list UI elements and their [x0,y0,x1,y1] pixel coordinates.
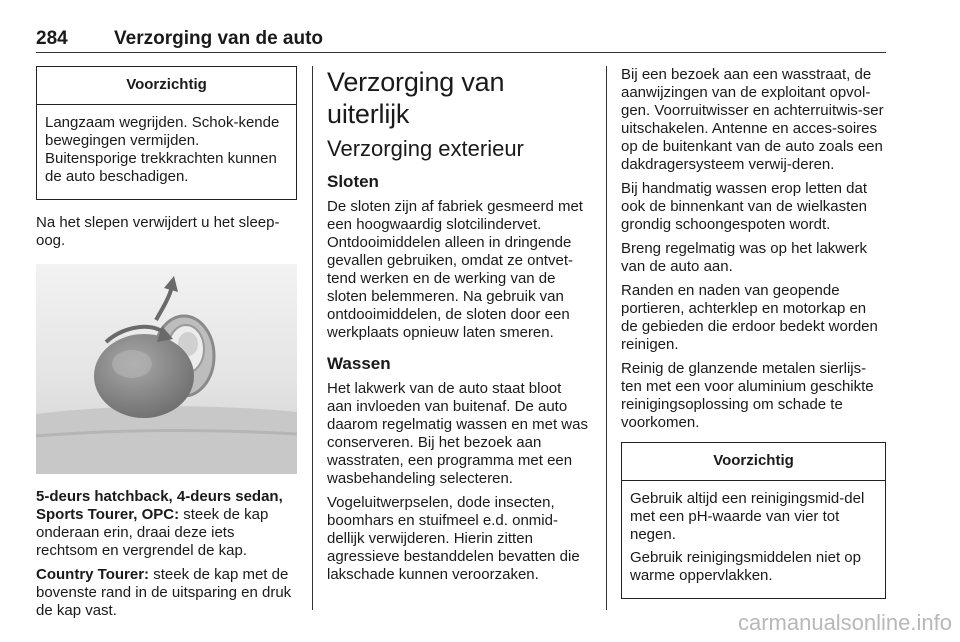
instruction-country-tourer-model: Country Tourer: [36,566,150,583]
wassen-paragraph: Vogeluitwerpselen, dode insecten, boomhars en stuifmeel e.d. onmid-dellijk verwijderen. Hierin zitten agressieve bestanddelen bevatten die lakschade kunnen veroorzaken. [327,494,580,583]
wassen-paragraph: Het lakwerk van de auto staat bloot aan invloeden van buitenaf. De auto daarom regelmatig wassen en met was conserveren. Bij het bezoek aan wasstraten, een programma met een wasbehandeling selecteren. [327,380,588,487]
caution-text: Gebruik reinigingsmiddelen niet op warme oppervlakken. [630,549,861,584]
towing-cover-image [36,264,297,474]
column-right [621,66,886,613]
washing-paragraph: Reinig de glanzende metalen sierlijs-ten met een voor aluminium geschikte reinigingsoplossing om schade te voorkomen. [621,360,874,431]
washing-paragraph: Bij handmatig wassen erop letten dat ook de binnenkant van de wielkasten grondig schoongespoten wordt. [621,180,868,233]
caution-body [37,105,296,199]
heading-wassen: Wassen [327,354,391,373]
caution-body [622,481,885,598]
header-rule [36,52,886,53]
instruction-hatchback-text: steek de kap onderaan erin, draai deze iets rechtsom en vergrendel de kap. [36,506,269,559]
instruction-country-tourer [36,566,297,620]
caution-box-towing [36,66,297,200]
chapter-title: Verzorging van de auto [114,28,324,49]
column-left [36,66,297,626]
page-number: 284 [36,28,68,49]
section-title: Verzorging van uiterlijk [327,67,505,129]
subsection-title: Verzorging exterieur [327,136,524,161]
column-middle [327,66,590,590]
caution-title: Voorzichtig [622,443,885,481]
instruction-hatchback-models: 5-deurs hatchback, 4-deurs sedan, Sports Tourer, OPC: [36,488,283,523]
washing-paragraph: Randen en naden van geopende portieren, achterklep en motorkap en de gebieden die erdoor bedekt worden reinigen. [621,282,878,353]
washing-paragraph: Breng regelmatig was op het lakwerk van de auto aan. [621,240,867,275]
instruction-country-tourer-text: steek de kap met de bovenste rand in de uitsparing en druk de kap vast. [36,566,292,619]
sloten-text: De sloten zijn af fabriek gesmeerd met een hoogwaardig slotcilindervet. Ontdooimiddelen alleen in dringende gevallen gebruiken, omdat ze ontvet-tend werken en de werking van de sloten belemmeren. Na gebruik van ontdooimiddelen, de sloten door een werkplaats opnieuw laten smeren. [327,198,583,341]
caution-text: Langzaam wegrijden. Schok-kende bewegingen vermijden. Buitensporige trekkrachten kunnen de auto beschadigen. [45,114,280,185]
caution-text: Gebruik altijd een reinigingsmid-del met een pH-waarde van vier tot negen. [630,490,865,543]
column-divider-2 [606,66,607,610]
towing-cover-illustration [36,264,297,474]
towing-eye-intro: Na het slepen verwijdert u het sleep-oog. [36,214,280,249]
watermark: carmanualsonline.info [737,610,952,635]
washing-paragraph: Bij een bezoek aan een wasstraat, de aanwijzingen van de exploitant opvol-gen. Voorruitwisser en achterruitwis-ser uitschakelen. Antenne en acces-soires op de buitenkant van de auto zoals een dakdragersysteem verwij-deren. [621,66,884,173]
caution-title: Voorzichtig [37,67,296,105]
column-divider-1 [312,66,313,610]
caution-box-cleaning [621,442,886,599]
page-header [36,28,886,52]
instruction-hatchback [36,488,297,560]
heading-sloten: Sloten [327,172,379,191]
